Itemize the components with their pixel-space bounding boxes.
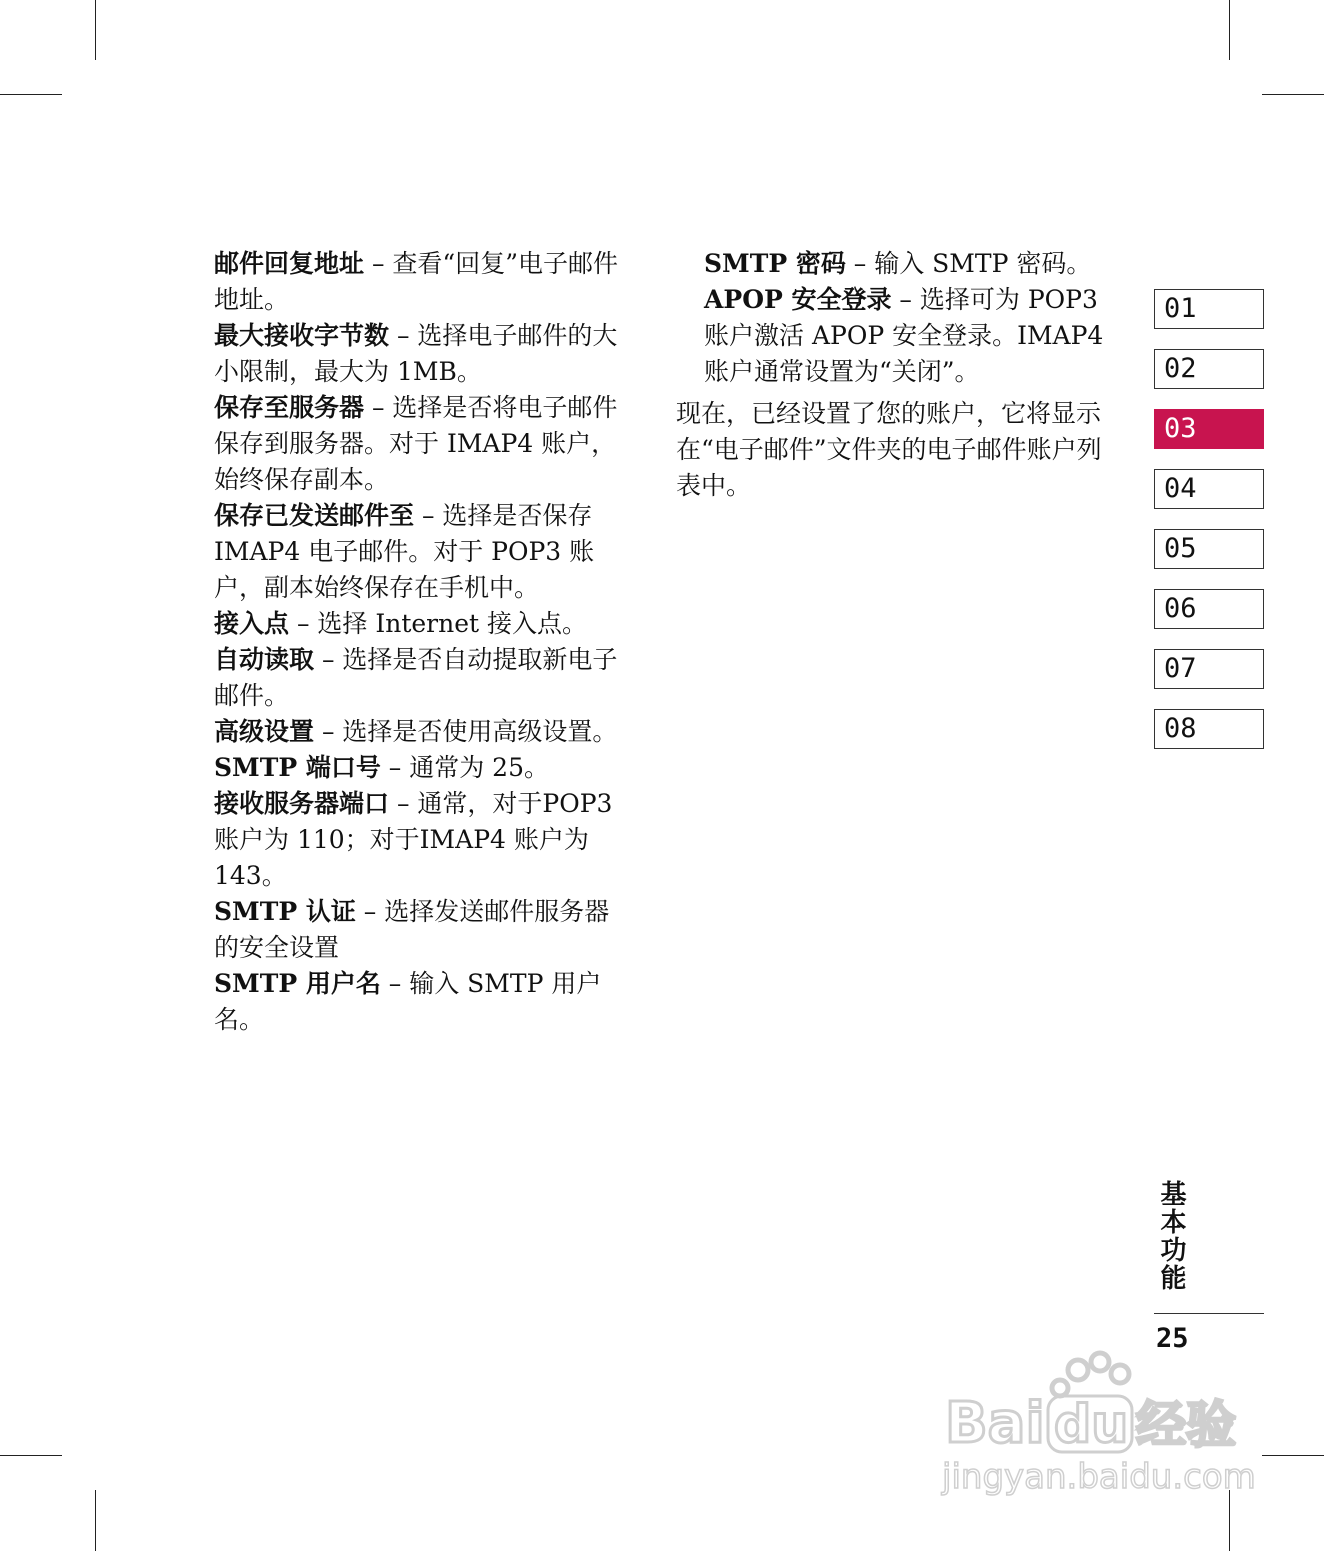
chapter-tab-01[interactable]: 01 — [1154, 289, 1264, 329]
chapter-tab-03[interactable]: 03 — [1154, 409, 1264, 449]
setting-term: SMTP 认证 — [214, 897, 356, 926]
chapter-tab-06[interactable]: 06 — [1154, 589, 1264, 629]
setting-entry — [214, 750, 634, 786]
setting-term: APOP 安全登录 — [704, 285, 892, 314]
baidu-watermark-logo — [940, 1350, 1260, 1500]
setting-entry — [214, 318, 634, 390]
chapter-tab-02[interactable]: 02 — [1154, 349, 1264, 389]
setting-term: SMTP 端口号 — [214, 753, 381, 782]
setting-entry — [214, 786, 634, 894]
setting-term: 保存已发送邮件至 — [214, 501, 415, 530]
setting-desc: – 输入 SMTP 用户名。 — [214, 969, 602, 1034]
setting-term: 自动读取 — [214, 645, 315, 674]
setting-entry — [214, 498, 634, 606]
crop-mark — [95, 0, 96, 60]
page-number: 25 — [1156, 1323, 1189, 1354]
setting-term: SMTP 用户名 — [214, 969, 381, 998]
left-column — [214, 246, 634, 1038]
setting-desc: – 输入 SMTP 密码。 — [845, 249, 1092, 278]
crop-mark — [0, 94, 62, 95]
setting-desc: – 通常为 25。 — [380, 753, 549, 782]
setting-term: 高级设置 — [214, 717, 315, 746]
setting-desc: – 通常，对于POP3 账户为 110；对于IMAP4 账户为 143。 — [214, 789, 613, 890]
crop-mark — [95, 1490, 96, 1551]
chapter-tab-05[interactable]: 05 — [1154, 529, 1264, 569]
chapter-tab-08[interactable]: 08 — [1154, 709, 1264, 749]
setting-term: 接入点 — [214, 609, 290, 638]
setting-desc: – 选择是否自动提取新电子邮件。 — [214, 645, 618, 710]
setting-term: 最大接收字节数 — [214, 321, 390, 350]
divider — [1154, 1313, 1264, 1314]
setting-desc: – 查看“回复”电子邮件地址。 — [214, 249, 618, 314]
crop-mark — [1229, 0, 1230, 60]
svg-text:du: du — [1054, 1395, 1129, 1455]
setting-entry — [214, 606, 634, 642]
setting-entry — [214, 894, 634, 966]
crop-mark — [1262, 1455, 1324, 1456]
setting-desc: – 选择可为 POP3 账户激活 APOP 安全登录。IMAP4 账户通常设置为“关闭”。 — [704, 285, 1104, 386]
setting-desc: – 选择 Internet 接入点。 — [289, 609, 588, 638]
setting-entry — [676, 246, 1126, 282]
setting-entry — [214, 714, 634, 750]
setting-desc: – 选择是否使用高级设置。 — [314, 717, 618, 746]
chapter-tab-04[interactable]: 04 — [1154, 469, 1264, 509]
setting-entry — [214, 390, 634, 498]
section-title: 基本功能 — [1156, 1180, 1186, 1292]
setting-entry — [214, 966, 634, 1038]
right-column — [676, 246, 1126, 504]
svg-text:jingyan.baidu.com: jingyan.baidu.com — [942, 1457, 1256, 1497]
svg-text:经验: 经验 — [1136, 1396, 1236, 1454]
setting-entry — [214, 642, 634, 714]
setting-desc: – 选择发送邮件服务器的安全设置 — [214, 897, 610, 962]
setting-desc: – 选择电子邮件的大小限制，最大为 1MB。 — [214, 321, 618, 386]
crop-mark — [1262, 94, 1324, 95]
setting-desc: – 选择是否保存 IMAP4 电子邮件。对于 POP3 账户，副本始终保存在手机中。 — [214, 501, 595, 602]
setting-desc: – 选择是否将电子邮件保存到服务器。对于 IMAP4 账户，始终保存副本。 — [214, 393, 618, 494]
setting-term: 接收服务器端口 — [214, 789, 390, 818]
setting-term: SMTP 密码 — [704, 249, 846, 278]
crop-mark — [0, 1455, 62, 1456]
chapter-tabs — [1154, 289, 1264, 769]
setting-term: 保存至服务器 — [214, 393, 365, 422]
setting-term: 邮件回复地址 — [214, 249, 365, 278]
closing-paragraph: 现在，已经设置了您的账户，它将显示在“电子邮件”文件夹的电子邮件账户列表中。 — [676, 399, 1102, 500]
svg-text:Bai: Bai — [945, 1391, 1045, 1456]
setting-entry — [214, 246, 634, 318]
setting-entry — [676, 282, 1126, 390]
chapter-tab-07[interactable]: 07 — [1154, 649, 1264, 689]
